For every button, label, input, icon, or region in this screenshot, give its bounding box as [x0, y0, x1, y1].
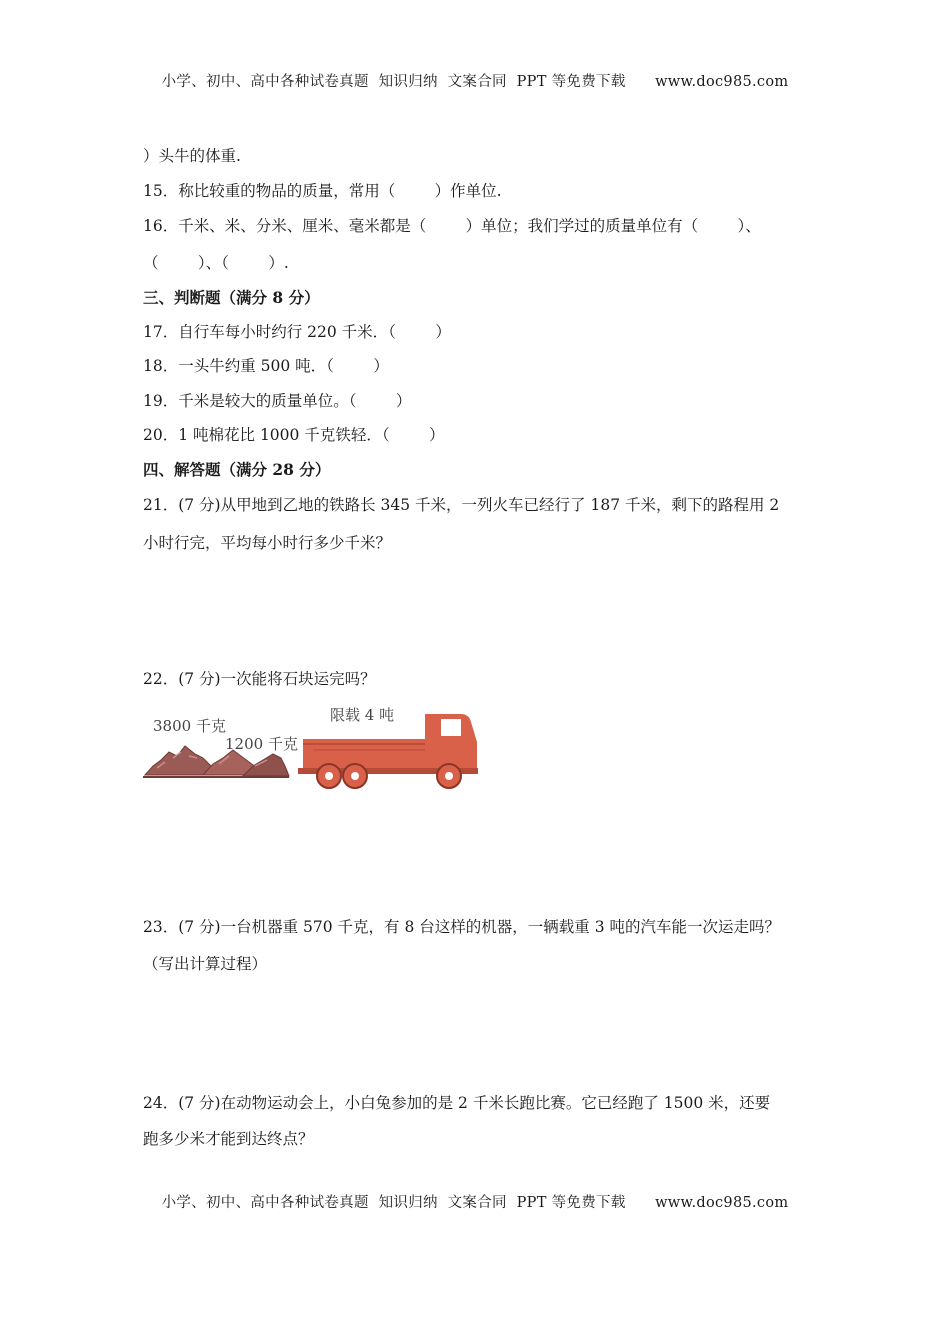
stone-pile-2-weight-label: 1200 千克: [225, 735, 298, 753]
question-16-line-2: （ ）、（ ）.: [143, 254, 289, 272]
section-3-heading: 三、判断题（满分 8 分）: [143, 288, 320, 307]
question-20: 20．1 吨棉花比 1000 千克铁轻．（ ）: [143, 426, 445, 444]
question-21-line-1: 21．(7 分)从甲地到乙地的铁路长 345 千米，一列火车已经行了 187 千米，剩下的路程用 2: [143, 496, 780, 514]
question-22: 22．(7 分)一次能将石块运完吗？: [143, 670, 376, 688]
question-19: 19．千米是较大的质量单位。（ ）: [143, 392, 412, 410]
stones-and-truck-figure: [143, 700, 488, 795]
section-4-heading: 四、解答题（满分 28 分）: [143, 460, 331, 479]
question-15: 15．称比较重的物品的质量，常用（ ）作单位.: [143, 182, 502, 200]
question-24-line-2: 跑多少米才能到达终点？: [143, 1130, 314, 1148]
question-24-line-1: 24．(7 分)在动物运动会上，小白兔参加的是 2 千米长跑比赛。它已经跑了 1500 米，还要: [143, 1094, 771, 1112]
question-14-continuation: ）头牛的体重.: [143, 147, 241, 165]
stones-truck-drawing: [143, 700, 488, 795]
question-23-line-1: 23．(7 分)一台机器重 570 千克，有 8 台这样的机器，一辆载重 3 吨的汽车能一次运走吗？: [143, 918, 780, 936]
page-footer: 小学、初中、高中各种试卷真题 知识归纳 文案合同 PPT 等免费下载 www.doc985.com: [161, 1195, 789, 1211]
page-header: 小学、初中、高中各种试卷真题 知识归纳 文案合同 PPT 等免费下载 www.doc985.com: [161, 74, 789, 90]
stone-pile-icon: [143, 746, 289, 777]
truck-icon: [298, 714, 478, 788]
question-16-line-1: 16．千米、米、分米、厘米、毫米都是（ ）单位；我们学过的质量单位有（ ）、: [143, 217, 761, 235]
question-18: 18．一头牛约重 500 吨．（ ）: [143, 357, 389, 375]
question-17: 17．自行车每小时约行 220 千米．（ ）: [143, 323, 451, 341]
stone-pile-1-weight-label: 3800 千克: [153, 717, 226, 735]
question-23-line-2: （写出计算过程）: [143, 955, 268, 973]
truck-load-limit-label: 限载 4 吨: [330, 706, 395, 724]
question-21-line-2: 小时行完，平均每小时行多少千米？: [143, 534, 392, 552]
